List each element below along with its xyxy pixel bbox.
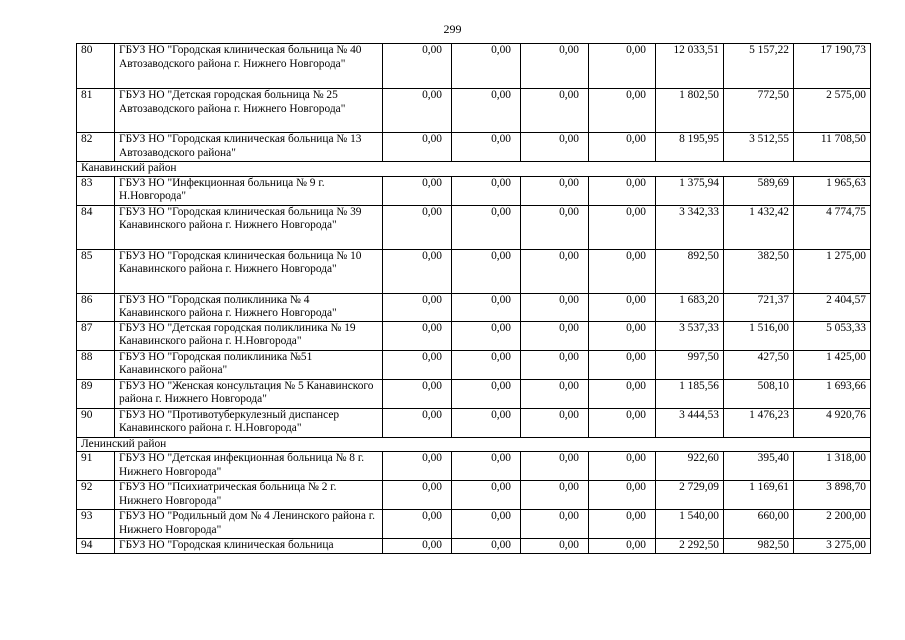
value-cell: 0,00 (589, 350, 656, 379)
value-cell: 4 774,75 (794, 205, 871, 249)
value-cell: 1 169,61 (724, 481, 794, 510)
value-cell: 0,00 (452, 452, 521, 481)
row-number: 83 (77, 176, 115, 205)
district-name: Ленинский район (77, 437, 871, 452)
value-cell: 0,00 (452, 205, 521, 249)
institution-name: ГБУЗ НО "Городская клиническая больница № 39 Канавинского района г. Нижнего Новгорода" (115, 205, 383, 249)
value-cell: 0,00 (383, 249, 452, 293)
table-row (77, 176, 871, 205)
value-cell: 0,00 (521, 293, 589, 321)
row-number: 93 (77, 510, 115, 539)
institution-name: ГБУЗ НО "Городская клиническая больница № 10 Канавинского района г. Нижнего Новгорода" (115, 249, 383, 293)
institution-name: ГБУЗ НО "Инфекционная больница № 9 г. Н.Новгорода" (115, 176, 383, 205)
table-row (77, 481, 871, 510)
value-cell: 1 965,63 (794, 176, 871, 205)
table-row (77, 452, 871, 481)
value-cell: 0,00 (383, 408, 452, 437)
value-cell: 0,00 (589, 205, 656, 249)
value-cell: 1 275,00 (794, 249, 871, 293)
row-number: 94 (77, 539, 115, 554)
value-cell: 0,00 (452, 379, 521, 408)
value-cell: 0,00 (452, 350, 521, 379)
value-cell: 0,00 (452, 89, 521, 133)
row-number: 88 (77, 350, 115, 379)
value-cell: 0,00 (452, 539, 521, 554)
table-row (77, 408, 871, 437)
value-cell: 0,00 (452, 133, 521, 162)
value-cell: 0,00 (589, 293, 656, 321)
value-cell: 3 898,70 (794, 481, 871, 510)
page-number: 299 (443, 22, 462, 36)
value-cell: 0,00 (383, 539, 452, 554)
institution-name: ГБУЗ НО "Родильный дом № 4 Ленинского района г. Нижнего Новгорода" (115, 510, 383, 539)
value-cell: 1 476,23 (724, 408, 794, 437)
table-row (77, 510, 871, 539)
value-cell: 0,00 (589, 321, 656, 350)
value-cell: 2 292,50 (656, 539, 724, 554)
value-cell: 0,00 (452, 481, 521, 510)
institution-name: ГБУЗ НО "Детская городская больница № 25 Автозаводского района г. Нижнего Новгорода" (115, 89, 383, 133)
table-row (77, 293, 871, 321)
value-cell: 2 200,00 (794, 510, 871, 539)
value-cell: 0,00 (521, 133, 589, 162)
value-cell: 0,00 (521, 481, 589, 510)
value-cell: 0,00 (383, 321, 452, 350)
row-number: 90 (77, 408, 115, 437)
table-row (77, 133, 871, 162)
value-cell: 1 540,00 (656, 510, 724, 539)
value-cell: 922,60 (656, 452, 724, 481)
table-row (77, 350, 871, 379)
row-number: 82 (77, 133, 115, 162)
value-cell: 0,00 (589, 133, 656, 162)
value-cell: 5 053,33 (794, 321, 871, 350)
district-name: Канавинский район (77, 162, 871, 177)
table-row (77, 249, 871, 293)
value-cell: 0,00 (521, 176, 589, 205)
value-cell: 5 157,22 (724, 44, 794, 89)
row-number: 80 (77, 44, 115, 89)
table-row (77, 539, 871, 554)
value-cell: 0,00 (589, 539, 656, 554)
value-cell: 0,00 (383, 452, 452, 481)
value-cell: 427,50 (724, 350, 794, 379)
value-cell: 0,00 (521, 379, 589, 408)
value-cell: 0,00 (452, 408, 521, 437)
institution-name: ГБУЗ НО "Городская поликлиника № 4 Канавинского района г. Нижнего Новгорода" (115, 293, 383, 321)
value-cell: 2 404,57 (794, 293, 871, 321)
table-row (77, 321, 871, 350)
value-cell: 0,00 (521, 249, 589, 293)
value-cell: 0,00 (521, 350, 589, 379)
value-cell: 1 185,56 (656, 379, 724, 408)
value-cell: 0,00 (452, 176, 521, 205)
value-cell: 0,00 (589, 379, 656, 408)
value-cell: 0,00 (521, 452, 589, 481)
row-number: 81 (77, 89, 115, 133)
institution-name: ГБУЗ НО "Противотуберкулезный диспансер Канавинского района г. Н.Новгорода" (115, 408, 383, 437)
value-cell: 0,00 (521, 44, 589, 89)
row-number: 91 (77, 452, 115, 481)
value-cell: 0,00 (452, 44, 521, 89)
table-row (77, 379, 871, 408)
value-cell: 0,00 (521, 205, 589, 249)
value-cell: 8 195,95 (656, 133, 724, 162)
value-cell: 997,50 (656, 350, 724, 379)
value-cell: 4 920,76 (794, 408, 871, 437)
value-cell: 1 425,00 (794, 350, 871, 379)
value-cell: 2 729,09 (656, 481, 724, 510)
value-cell: 0,00 (383, 205, 452, 249)
table-row (77, 205, 871, 249)
value-cell: 0,00 (589, 176, 656, 205)
row-number: 84 (77, 205, 115, 249)
value-cell: 0,00 (589, 452, 656, 481)
value-cell: 1 375,94 (656, 176, 724, 205)
value-cell: 0,00 (589, 408, 656, 437)
value-cell: 0,00 (521, 510, 589, 539)
value-cell: 3 444,53 (656, 408, 724, 437)
value-cell: 382,50 (724, 249, 794, 293)
row-number: 86 (77, 293, 115, 321)
institution-name: ГБУЗ НО "Городская клиническая больница № 13 Автозаводского района" (115, 133, 383, 162)
institution-name: ГБУЗ НО "Детская инфекционная больница № 8 г. Нижнего Новгорода" (115, 452, 383, 481)
institution-name: ГБУЗ НО "Детская городская поликлиника № 19 Канавинского района г. Н.Новгорода" (115, 321, 383, 350)
value-cell: 1 693,66 (794, 379, 871, 408)
value-cell: 0,00 (452, 510, 521, 539)
value-cell: 0,00 (383, 350, 452, 379)
value-cell: 892,50 (656, 249, 724, 293)
value-cell: 0,00 (521, 321, 589, 350)
value-cell: 3 537,33 (656, 321, 724, 350)
value-cell: 721,37 (724, 293, 794, 321)
district-row (77, 162, 871, 177)
value-cell: 1 432,42 (724, 205, 794, 249)
row-number: 92 (77, 481, 115, 510)
value-cell: 1 802,50 (656, 89, 724, 133)
value-cell: 1 516,00 (724, 321, 794, 350)
value-cell: 772,50 (724, 89, 794, 133)
institution-name: ГБУЗ НО "Женская консультация № 5 Канавинского района г. Нижнего Новгорода" (115, 379, 383, 408)
table-row (77, 44, 871, 89)
value-cell: 17 190,73 (794, 44, 871, 89)
value-cell: 395,40 (724, 452, 794, 481)
value-cell: 0,00 (383, 89, 452, 133)
institution-name: ГБУЗ НО "Городская клиническая больница № 40 Автозаводского района г. Нижнего Новгорода" (115, 44, 383, 89)
institution-name: ГБУЗ НО "Городская клиническая больница (115, 539, 383, 554)
hospital-funding-table (76, 43, 871, 554)
value-cell: 0,00 (452, 293, 521, 321)
row-number: 89 (77, 379, 115, 408)
value-cell: 0,00 (589, 481, 656, 510)
value-cell: 0,00 (589, 44, 656, 89)
value-cell: 1 683,20 (656, 293, 724, 321)
value-cell: 0,00 (521, 408, 589, 437)
value-cell: 1 318,00 (794, 452, 871, 481)
value-cell: 660,00 (724, 510, 794, 539)
value-cell: 3 342,33 (656, 205, 724, 249)
value-cell: 11 708,50 (794, 133, 871, 162)
value-cell: 0,00 (383, 510, 452, 539)
value-cell: 982,50 (724, 539, 794, 554)
value-cell: 3 512,55 (724, 133, 794, 162)
row-number: 87 (77, 321, 115, 350)
value-cell: 0,00 (589, 89, 656, 133)
value-cell: 0,00 (452, 321, 521, 350)
value-cell: 0,00 (383, 481, 452, 510)
value-cell: 3 275,00 (794, 539, 871, 554)
value-cell: 508,10 (724, 379, 794, 408)
value-cell: 0,00 (521, 539, 589, 554)
value-cell: 12 033,51 (656, 44, 724, 89)
row-number: 85 (77, 249, 115, 293)
value-cell: 0,00 (383, 44, 452, 89)
value-cell: 2 575,00 (794, 89, 871, 133)
value-cell: 0,00 (452, 249, 521, 293)
value-cell: 0,00 (589, 510, 656, 539)
value-cell: 0,00 (589, 249, 656, 293)
table-row (77, 89, 871, 133)
value-cell: 0,00 (383, 133, 452, 162)
value-cell: 589,69 (724, 176, 794, 205)
district-row (77, 437, 871, 452)
institution-name: ГБУЗ НО "Психиатрическая больница № 2 г. Нижнего Новгорода" (115, 481, 383, 510)
value-cell: 0,00 (383, 293, 452, 321)
value-cell: 0,00 (521, 89, 589, 133)
value-cell: 0,00 (383, 176, 452, 205)
institution-name: ГБУЗ НО "Городская поликлиника №51 Канавинского района" (115, 350, 383, 379)
value-cell: 0,00 (383, 379, 452, 408)
